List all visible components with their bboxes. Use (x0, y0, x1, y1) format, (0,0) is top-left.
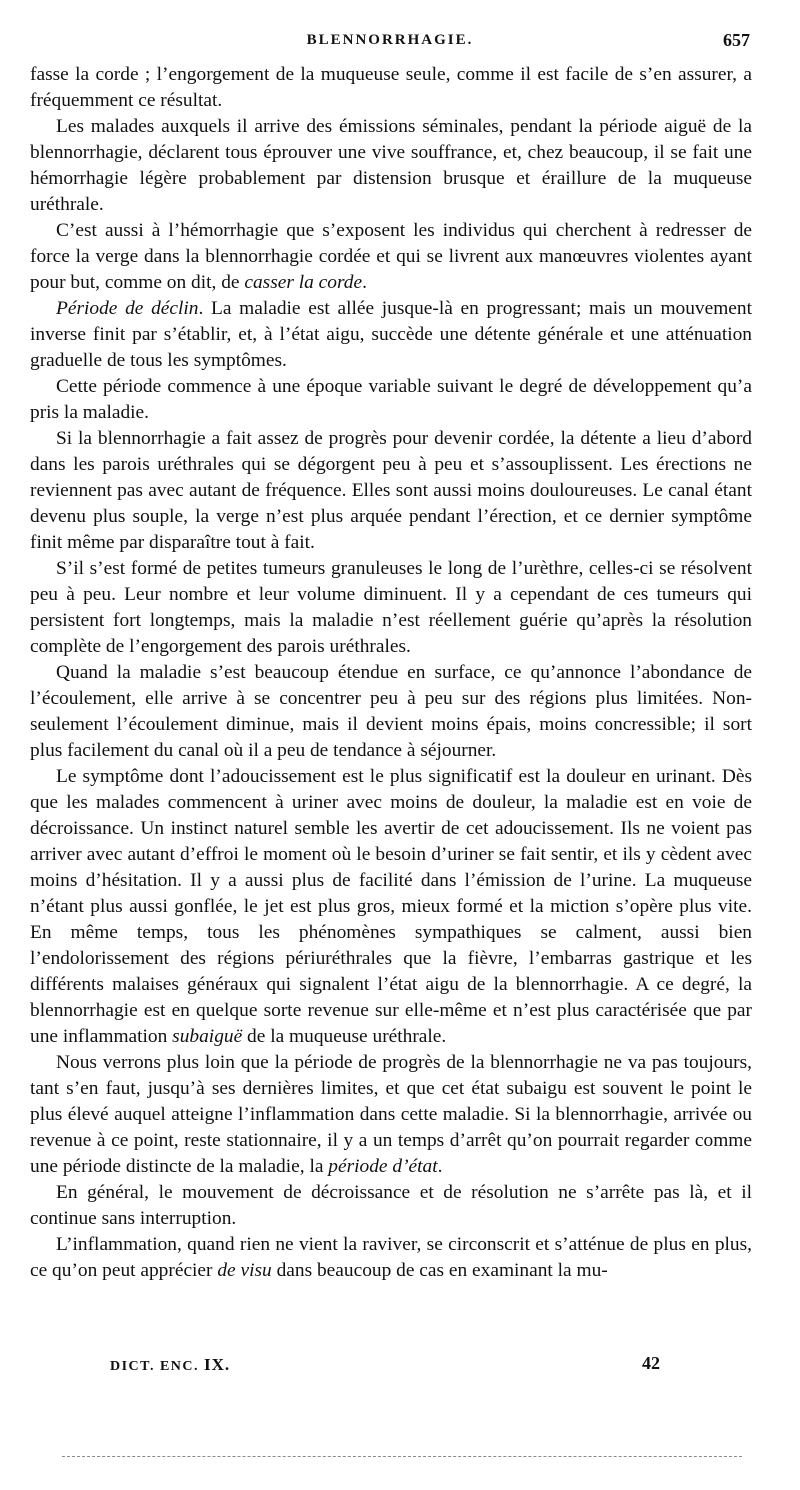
body-text (30, 62, 752, 1284)
paragraph-text: . La maladie est allée jusque-là en progressant; mais un mouvement inverse finit par s’établir, et, à l’état aigu, succède une détente générale et une atténuation graduelle de tous les symptômes. (30, 298, 752, 371)
paragraph-text: . (437, 1156, 443, 1177)
paragraph-10 (30, 1050, 752, 1180)
paragraph-5 (30, 374, 752, 426)
paragraph-9 (30, 764, 752, 1050)
paragraph-text: Le symptôme dont l’adoucissement est le plus significatif est la douleur en urinant. Dès que les malades commencent à uriner avec moins de douleur, la maladie est en voie de décroissance. Un instinct naturel semble les avertir de cet adoucissement. Ils ne voient pas arriver avec autant d’effroi le moment où le besoin d’uriner se fait sentir, et ils y cèdent avec moins d’hésitation. Il y a aussi plus de facilité dans l’émission de l’urine. La muqueuse n’étant plus aussi gonflée, le jet est plus gros, mieux formé et la miction s’opère plus vite. En même temps, tous les phénomènes sympathiques se calment, aussi bien l’endolorissement des régions périuréthrales que la fièvre, l’embarras gastrique et les différents malaises généraux qui signalent l’état aigu de la blennorrhagie. A ce degré, la blennorrhagie est en quelque sorte revenue sur elle-même et n’est plus caractérisée que par une inflammation (30, 766, 752, 1047)
running-title: BLENNORRHAGIE. (306, 32, 474, 48)
paragraph-text: Quand la maladie s’est beaucoup étendue en surface, ce qu’annonce l’abondance de l’écoulement, elle arrive à se concentrer peu à peu sur des régions plus limitées. Non-seulement l’écoulement diminue, mais il devient moins épais, moins concressible; il sort plus facilement du canal où il a peu de tendance à séjourner. (30, 662, 752, 761)
paragraph-2 (30, 114, 752, 218)
italic-phrase: de visu (217, 1260, 272, 1281)
dotted-rule (62, 1456, 742, 1457)
paragraph-7 (30, 556, 752, 660)
paragraph-text: Les malades auxquels il arrive des émissions séminales, pendant la période aiguë de la blennorrhagie, déclarent tous éprouver une vive souffrance, et, chez beaucoup, il se fait une hémorrhagie légère probablement par distension brusque et éraillure de la muqueuse uréthrale. (30, 116, 752, 215)
paragraph-8 (30, 660, 752, 764)
paragraph-6 (30, 426, 752, 556)
paragraph-text: . (362, 272, 367, 293)
paragraph-text: dans beaucoup de cas en examinant la mu- (271, 1260, 608, 1281)
paragraph-text: En général, le mouvement de décroissance et de résolution ne s’arrête pas là, et il continue sans interruption. (30, 1182, 752, 1229)
section-heading-italic: Période de déclin (56, 298, 199, 319)
paragraph-11 (30, 1180, 752, 1232)
paragraph-text: Nous verrons plus loin que la période de progrès de la blennorrhagie ne va pas toujours, tant s’en faut, jusqu’à ses dernières limites, et que cet état subaigu est souvent le point le plus élevé auquel atteigne l’inflammation dans cette maladie. Si la blennorrhagie, arrivée ou revenue à ce point, reste stationnaire, il y a un temps d’arrêt qu’on pourrait regarder comme une période distincte de la maladie, la (30, 1052, 752, 1177)
running-head (30, 30, 750, 54)
paragraph-text: S’il s’est formé de petites tumeurs granuleuses le long de l’urèthre, celles-ci se résolvent peu à peu. Leur nombre et leur volume diminuent. Il y a cependant de ces tumeurs qui persistent fort longtemps, mais la maladie n’est réellement guérie qu’après la résolution complète de l’engorgement des parois uréthrales. (30, 558, 752, 657)
paragraph-3 (30, 218, 752, 296)
page-footer (30, 1353, 752, 1377)
paragraph-text: C’est aussi à l’hémorrhagie que s’exposent les individus qui cherchent à redresser de force la verge dans la blennorrhagie cordée et qui se livrent aux manœuvres violentes ayant pour but, comme on dit, de (30, 220, 752, 293)
paragraph-text: fasse la corde ; l’engorgement de la muqueuse seule, comme il est facile de s’en assurer, a fréquemment ce résultat. (30, 64, 752, 111)
paragraph-text: L’inflammation, quand rien ne vient la raviver, se circonscrit et s’atténue de plus en plus, ce qu’on peut apprécier (30, 1234, 752, 1281)
paragraph-1 (30, 62, 752, 114)
paragraph-text: de la muqueuse uréthrale. (242, 1026, 447, 1047)
italic-phrase: subaiguë (172, 1026, 243, 1047)
page-number: 657 (723, 30, 750, 50)
signature-mark (110, 1355, 230, 1375)
paragraph-text: Si la blennorrhagie a fait assez de progrès pour devenir cordée, la détente a lieu d’abord dans les parois uréthrales qui se dégorgent peu à peu et s’assouplissent. Les érections ne reviennent pas avec autant de fréquence. Elles sont aussi moins douloureuses. Le canal étant devenu plus souple, la verge n’est plus arquée pendant l’érection, et ce dernier symptôme finit même par disparaître tout à fait. (30, 428, 752, 553)
signature-prefix: DICT. ENC. (110, 1359, 200, 1374)
paragraph-4 (30, 296, 752, 374)
italic-phrase: période d’état (328, 1156, 438, 1177)
signature-volume: IX. (204, 1355, 231, 1374)
paragraph-12 (30, 1232, 752, 1284)
italic-phrase: casser la corde (244, 272, 363, 293)
sheet-number: 42 (642, 1353, 660, 1373)
paragraph-text: Cette période commence à une époque variable suivant le degré de développement qu’a pris la maladie. (30, 376, 752, 423)
